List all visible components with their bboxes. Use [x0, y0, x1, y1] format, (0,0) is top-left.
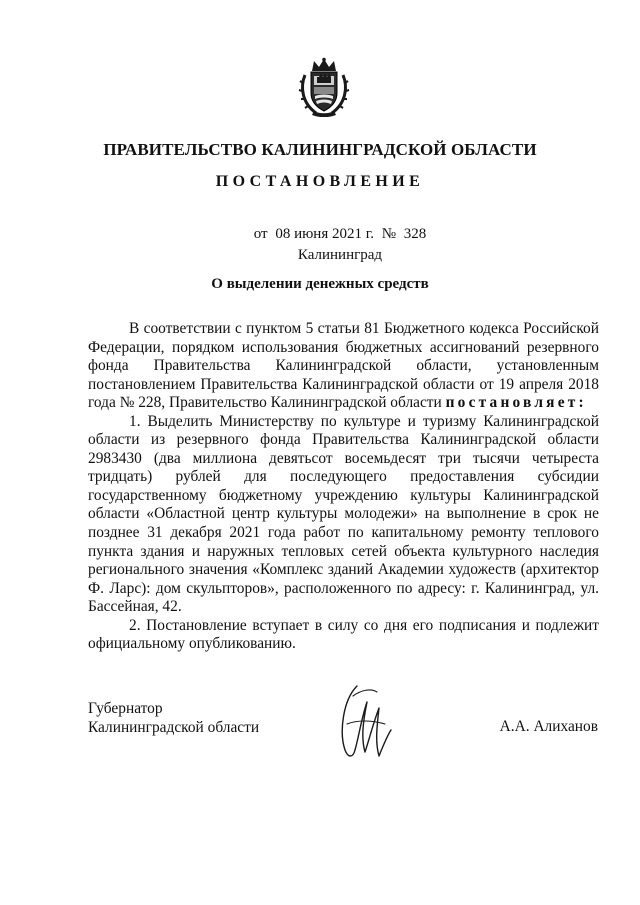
kaliningrad-coat-of-arms-icon: [298, 57, 350, 117]
item-1-paragraph: 1. Выделить Министерству по культуре и туризму Калининградской области из резервного фонда Правительства Калининградской области 2983430 (два миллиона девятьсот восемьдесят три тысячи четыреста тридцать) рублей для последующего предоставления субсидии государственному бюджетному учреждению культуры Калининградской области «Областной центр культуры молодежи» на выполнение в срок не позднее 31 декабря 2021 года работ по капитальному ремонту теплового пункта здания и наружных тепловых сетей объекта культурного наследия регионального значения «Комплекс зданий Академии художеств (архитектор Ф. Ларс): дом скульпторов», расположенного по адресу: г. Калининград, ул. Бассейная, 42.: [88, 412, 599, 616]
document-date: 08 июня 2021 г.: [275, 226, 374, 242]
government-title: ПРАВИТЕЛЬСТВО КАЛИНИНГРАДСКОЙ ОБЛАСТИ: [103, 140, 537, 159]
handwritten-signature-icon: [335, 680, 395, 762]
item-2-paragraph: 2. Постановление вступает в силу со дня его подписания и подлежит официальному опубликованию.: [88, 616, 599, 653]
document-type-title: ПОСТАНОВЛЕНИЕ: [215, 173, 425, 190]
position-line-2: Калининградской области: [88, 718, 260, 736]
governor-position: [88, 700, 259, 737]
number-sign: №: [381, 226, 397, 242]
date-number-line: [0, 226, 640, 243]
intro-paragraph: [88, 320, 599, 413]
document-body: [88, 320, 599, 654]
date-prefix: от: [253, 226, 268, 242]
decree-word: постановляет:: [445, 394, 587, 412]
city-name: Калининград: [297, 247, 383, 263]
document-subject: О выделении денежных средств: [211, 276, 429, 292]
document-number: 328: [403, 226, 427, 242]
intro-text: В соответствии с пунктом 5 статьи 81 Бюджетного кодекса Российской Федерации, порядком использования бюджетных ассигнований резервного фонда Правительства Калининградской области, установленным постановлением Правительства Калининградской области от 19 апреля 2018 года № 228, Правительство Калининградской области: [88, 320, 599, 412]
governor-name: А.А. Алиханов: [499, 718, 598, 735]
position-line-1: Губернатор: [88, 700, 163, 717]
